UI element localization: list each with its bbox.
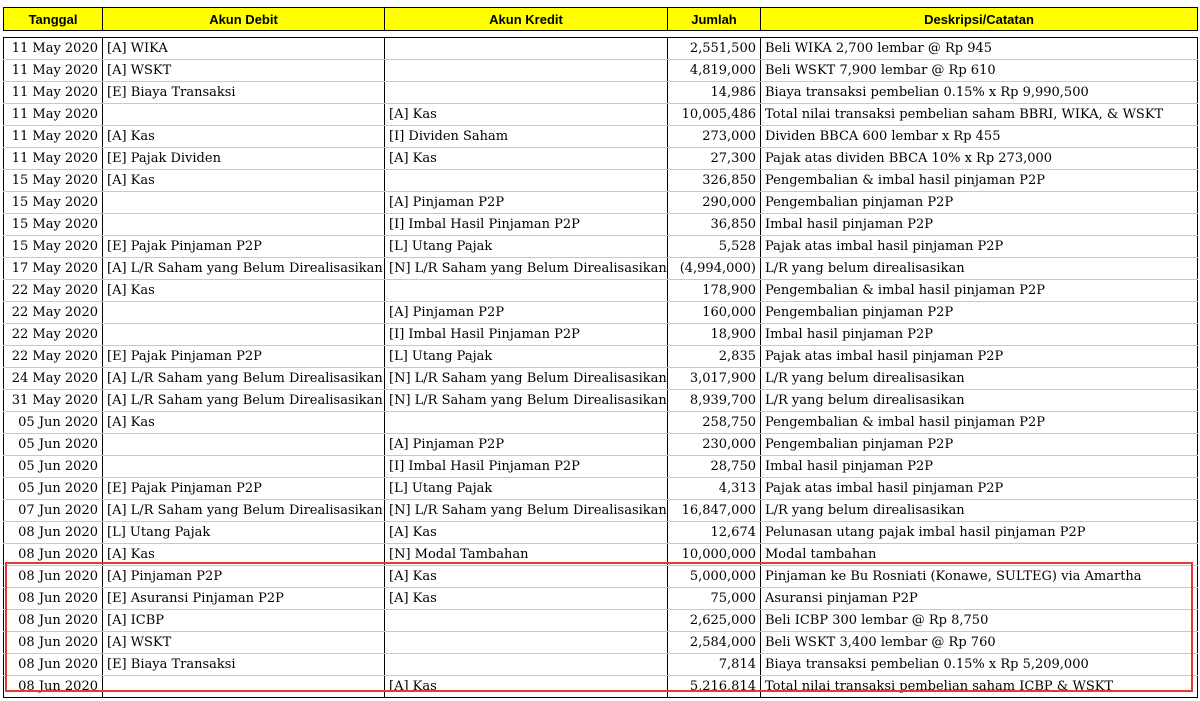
table-row [4, 104, 1198, 126]
cell-debit[interactable]: [E] Biaya Transaksi [103, 654, 385, 676]
cell-amount[interactable]: (4,994,000) [668, 258, 761, 280]
cell-description[interactable]: Modal tambahan [761, 544, 1198, 566]
cell-amount[interactable]: 178,900 [668, 280, 761, 302]
cell-description[interactable]: Pajak atas imbal hasil pinjaman P2P [761, 346, 1198, 368]
cell-credit[interactable]: [A] Kas [385, 104, 668, 126]
table-row [4, 324, 1198, 346]
cell-amount[interactable]: 3,017,900 [668, 368, 761, 390]
cell-amount[interactable]: 75,000 [668, 588, 761, 610]
cell-amount[interactable]: 2,551,500 [668, 38, 761, 60]
header-row [4, 8, 1198, 31]
cell-amount[interactable]: 5,000,000 [668, 566, 761, 588]
cell-amount[interactable]: 160,000 [668, 302, 761, 324]
table-row [4, 236, 1198, 258]
cell-debit[interactable] [103, 456, 385, 478]
cell-date[interactable]: 22 May 2020 [4, 324, 103, 346]
table-row [4, 478, 1198, 500]
cell-debit[interactable]: [E] Asuransi Pinjaman P2P [103, 588, 385, 610]
cell-debit[interactable]: [A] Kas [103, 412, 385, 434]
cell-date[interactable]: 08 Jun 2020 [4, 654, 103, 676]
table-row [4, 588, 1198, 610]
cell-amount[interactable]: 27,300 [668, 148, 761, 170]
cell-debit[interactable]: [E] Pajak Pinjaman P2P [103, 346, 385, 368]
cell-debit[interactable]: [E] Pajak Pinjaman P2P [103, 478, 385, 500]
cell-credit[interactable] [385, 82, 668, 104]
cell-amount[interactable]: 18,900 [668, 324, 761, 346]
table-row [4, 456, 1198, 478]
cell-credit[interactable] [385, 610, 668, 632]
table-row [4, 148, 1198, 170]
cell-credit[interactable]: [A] Pinjaman P2P [385, 434, 668, 456]
cell-debit[interactable]: [A] ICBP [103, 610, 385, 632]
cell-description[interactable]: Beli ICBP 300 lembar @ Rp 8,750 [761, 610, 1198, 632]
cell-credit[interactable]: [I] Imbal Hasil Pinjaman P2P [385, 324, 668, 346]
cell-debit[interactable]: [A] Kas [103, 544, 385, 566]
cell-description[interactable]: Total nilai transaksi pembelian saham BBRI, WIKA, & WSKT [761, 104, 1198, 126]
table-row [4, 170, 1198, 192]
cell-description[interactable]: Beli WSKT 3,400 lembar @ Rp 760 [761, 632, 1198, 654]
cell-credit[interactable] [385, 60, 668, 82]
table-row [4, 500, 1198, 522]
cell-date[interactable]: 15 May 2020 [4, 170, 103, 192]
cell-credit[interactable]: [A] Kas [385, 588, 668, 610]
table-row [4, 610, 1198, 632]
cell-amount[interactable]: 5,216,814 [668, 676, 761, 698]
table-row [4, 632, 1198, 654]
cell-date[interactable]: 08 Jun 2020 [4, 522, 103, 544]
cell-debit[interactable]: [E] Pajak Dividen [103, 148, 385, 170]
cell-debit[interactable] [103, 434, 385, 456]
cell-debit[interactable]: [A] WIKA [103, 38, 385, 60]
cell-debit[interactable]: [A] L/R Saham yang Belum Direalisasikan [103, 368, 385, 390]
cell-amount[interactable]: 2,584,000 [668, 632, 761, 654]
cell-amount[interactable]: 2,625,000 [668, 610, 761, 632]
cell-amount[interactable]: 4,313 [668, 478, 761, 500]
cell-description[interactable]: Pengembalian pinjaman P2P [761, 434, 1198, 456]
cell-description[interactable]: Pengembalian pinjaman P2P [761, 192, 1198, 214]
cell-credit[interactable]: [A] Kas [385, 522, 668, 544]
cell-date[interactable]: 22 May 2020 [4, 346, 103, 368]
cell-debit[interactable]: [A] L/R Saham yang Belum Direalisasikan [103, 258, 385, 280]
cell-amount[interactable]: 36,850 [668, 214, 761, 236]
cell-description[interactable]: Imbal hasil pinjaman P2P [761, 324, 1198, 346]
cell-debit[interactable]: [A] WSKT [103, 60, 385, 82]
table-row [4, 544, 1198, 566]
cell-description[interactable]: Pinjaman ke Bu Rosniati (Konawe, SULTEG) via Amartha [761, 566, 1198, 588]
cell-credit[interactable]: [N] L/R Saham yang Belum Direalisasikan [385, 390, 668, 412]
cell-date[interactable]: 05 Jun 2020 [4, 456, 103, 478]
cell-date[interactable]: 11 May 2020 [4, 38, 103, 60]
journal-sheet [3, 7, 1198, 698]
table-row [4, 280, 1198, 302]
cell-amount[interactable]: 28,750 [668, 456, 761, 478]
cell-debit[interactable]: [A] Kas [103, 126, 385, 148]
cell-debit[interactable] [103, 104, 385, 126]
table-row [4, 654, 1198, 676]
header-debit: Akun Debit [103, 8, 385, 31]
cell-description[interactable]: L/R yang belum direalisasikan [761, 258, 1198, 280]
table-row [4, 82, 1198, 104]
journal-table [3, 7, 1198, 698]
cell-credit[interactable]: [N] Modal Tambahan [385, 544, 668, 566]
cell-amount[interactable]: 8,939,700 [668, 390, 761, 412]
cell-debit[interactable]: [A] Kas [103, 170, 385, 192]
cell-debit[interactable]: [L] Utang Pajak [103, 522, 385, 544]
cell-description[interactable]: Beli WIKA 2,700 lembar @ Rp 945 [761, 38, 1198, 60]
cell-credit[interactable]: [L] Utang Pajak [385, 236, 668, 258]
cell-amount[interactable]: 230,000 [668, 434, 761, 456]
cell-credit[interactable] [385, 170, 668, 192]
cell-description[interactable]: Beli WSKT 7,900 lembar @ Rp 610 [761, 60, 1198, 82]
cell-credit[interactable]: [N] L/R Saham yang Belum Direalisasikan [385, 368, 668, 390]
cell-description[interactable]: L/R yang belum direalisasikan [761, 500, 1198, 522]
cell-amount[interactable]: 10,005,486 [668, 104, 761, 126]
cell-debit[interactable]: [A] L/R Saham yang Belum Direalisasikan [103, 500, 385, 522]
cell-date[interactable]: 05 Jun 2020 [4, 412, 103, 434]
cell-amount[interactable]: 273,000 [668, 126, 761, 148]
cell-debit[interactable]: [A] WSKT [103, 632, 385, 654]
cell-date[interactable]: 08 Jun 2020 [4, 544, 103, 566]
cell-credit[interactable]: [A] Pinjaman P2P [385, 192, 668, 214]
cell-date[interactable]: 15 May 2020 [4, 236, 103, 258]
cell-credit[interactable] [385, 412, 668, 434]
cell-date[interactable]: 15 May 2020 [4, 214, 103, 236]
cell-credit[interactable]: [I] Imbal Hasil Pinjaman P2P [385, 214, 668, 236]
cell-credit[interactable]: [I] Dividen Saham [385, 126, 668, 148]
cell-credit[interactable]: [A] Kas [385, 676, 668, 698]
header-date: Tanggal [4, 8, 103, 31]
cell-description[interactable]: Pajak atas imbal hasil pinjaman P2P [761, 478, 1198, 500]
cell-date[interactable]: 08 Jun 2020 [4, 676, 103, 698]
cell-description[interactable]: Total nilai transaksi pembelian saham ICBP & WSKT [761, 676, 1198, 698]
cell-date[interactable]: 08 Jun 2020 [4, 632, 103, 654]
cell-amount[interactable]: 290,000 [668, 192, 761, 214]
cell-amount[interactable]: 258,750 [668, 412, 761, 434]
cell-description[interactable]: Pengembalian & imbal hasil pinjaman P2P [761, 412, 1198, 434]
cell-amount[interactable]: 2,835 [668, 346, 761, 368]
cell-date[interactable]: 11 May 2020 [4, 82, 103, 104]
cell-debit[interactable]: [A] Kas [103, 280, 385, 302]
cell-date[interactable]: 05 Jun 2020 [4, 478, 103, 500]
cell-amount[interactable]: 12,674 [668, 522, 761, 544]
table-row [4, 566, 1198, 588]
table-row [4, 434, 1198, 456]
table-row [4, 390, 1198, 412]
cell-date[interactable]: 22 May 2020 [4, 280, 103, 302]
cell-credit[interactable]: [A] Pinjaman P2P [385, 302, 668, 324]
table-row [4, 412, 1198, 434]
cell-date[interactable]: 17 May 2020 [4, 258, 103, 280]
cell-credit[interactable] [385, 38, 668, 60]
table-row [4, 676, 1198, 698]
cell-description[interactable]: Imbal hasil pinjaman P2P [761, 214, 1198, 236]
cell-date[interactable]: 24 May 2020 [4, 368, 103, 390]
cell-date[interactable]: 11 May 2020 [4, 126, 103, 148]
cell-date[interactable]: 31 May 2020 [4, 390, 103, 412]
cell-date[interactable]: 08 Jun 2020 [4, 610, 103, 632]
cell-date[interactable]: 11 May 2020 [4, 148, 103, 170]
cell-credit[interactable]: [L] Utang Pajak [385, 346, 668, 368]
cell-debit[interactable] [103, 324, 385, 346]
cell-amount[interactable]: 4,819,000 [668, 60, 761, 82]
cell-description[interactable]: Pengembalian & imbal hasil pinjaman P2P [761, 170, 1198, 192]
table-row [4, 60, 1198, 82]
table-row [4, 38, 1198, 60]
cell-date[interactable]: 22 May 2020 [4, 302, 103, 324]
cell-debit[interactable] [103, 676, 385, 698]
cell-amount[interactable]: 10,000,000 [668, 544, 761, 566]
table-row [4, 522, 1198, 544]
cell-credit[interactable] [385, 654, 668, 676]
cell-credit[interactable]: [N] L/R Saham yang Belum Direalisasikan [385, 258, 668, 280]
table-row [4, 126, 1198, 148]
cell-amount[interactable]: 326,850 [668, 170, 761, 192]
cell-debit[interactable]: [E] Biaya Transaksi [103, 82, 385, 104]
cell-debit[interactable]: [E] Pajak Pinjaman P2P [103, 236, 385, 258]
cell-amount[interactable]: 5,528 [668, 236, 761, 258]
cell-debit[interactable]: [A] L/R Saham yang Belum Direalisasikan [103, 390, 385, 412]
cell-date[interactable]: 07 Jun 2020 [4, 500, 103, 522]
cell-description[interactable]: Imbal hasil pinjaman P2P [761, 456, 1198, 478]
cell-description[interactable]: Pelunasan utang pajak imbal hasil pinjaman P2P [761, 522, 1198, 544]
cell-description[interactable]: Pengembalian & imbal hasil pinjaman P2P [761, 280, 1198, 302]
cell-description[interactable]: Dividen BBCA 600 lembar x Rp 455 [761, 126, 1198, 148]
header-description: Deskripsi/Catatan [761, 8, 1198, 31]
cell-credit[interactable]: [A] Kas [385, 148, 668, 170]
cell-credit[interactable]: [I] Imbal Hasil Pinjaman P2P [385, 456, 668, 478]
cell-description[interactable]: L/R yang belum direalisasikan [761, 368, 1198, 390]
cell-credit[interactable] [385, 632, 668, 654]
table-row [4, 258, 1198, 280]
cell-date[interactable]: 08 Jun 2020 [4, 588, 103, 610]
cell-description[interactable]: Biaya transaksi pembelian 0.15% x Rp 9,990,500 [761, 82, 1198, 104]
cell-debit[interactable]: [A] Pinjaman P2P [103, 566, 385, 588]
cell-description[interactable]: L/R yang belum direalisasikan [761, 390, 1198, 412]
table-row [4, 368, 1198, 390]
cell-description[interactable]: Pajak atas imbal hasil pinjaman P2P [761, 236, 1198, 258]
cell-credit[interactable]: [A] Kas [385, 566, 668, 588]
table-row [4, 346, 1198, 368]
cell-amount[interactable]: 7,814 [668, 654, 761, 676]
cell-debit[interactable] [103, 192, 385, 214]
table-row [4, 302, 1198, 324]
cell-description[interactable]: Pajak atas dividen BBCA 10% x Rp 273,000 [761, 148, 1198, 170]
cell-description[interactable]: Biaya transaksi pembelian 0.15% x Rp 5,209,000 [761, 654, 1198, 676]
cell-debit[interactable] [103, 302, 385, 324]
header-credit: Akun Kredit [385, 8, 668, 31]
table-row [4, 214, 1198, 236]
cell-date[interactable]: 08 Jun 2020 [4, 566, 103, 588]
cell-date[interactable]: 05 Jun 2020 [4, 434, 103, 456]
cell-description[interactable]: Pengembalian pinjaman P2P [761, 302, 1198, 324]
cell-date[interactable]: 11 May 2020 [4, 60, 103, 82]
cell-credit[interactable]: [L] Utang Pajak [385, 478, 668, 500]
cell-credit[interactable]: [N] L/R Saham yang Belum Direalisasikan [385, 500, 668, 522]
cell-date[interactable]: 11 May 2020 [4, 104, 103, 126]
cell-debit[interactable] [103, 214, 385, 236]
cell-description[interactable]: Asuransi pinjaman P2P [761, 588, 1198, 610]
journal-rows [4, 38, 1198, 698]
header-amount: Jumlah [668, 8, 761, 31]
cell-amount[interactable]: 16,847,000 [668, 500, 761, 522]
cell-amount[interactable]: 14,986 [668, 82, 761, 104]
cell-date[interactable]: 15 May 2020 [4, 192, 103, 214]
table-row [4, 192, 1198, 214]
cell-credit[interactable] [385, 280, 668, 302]
